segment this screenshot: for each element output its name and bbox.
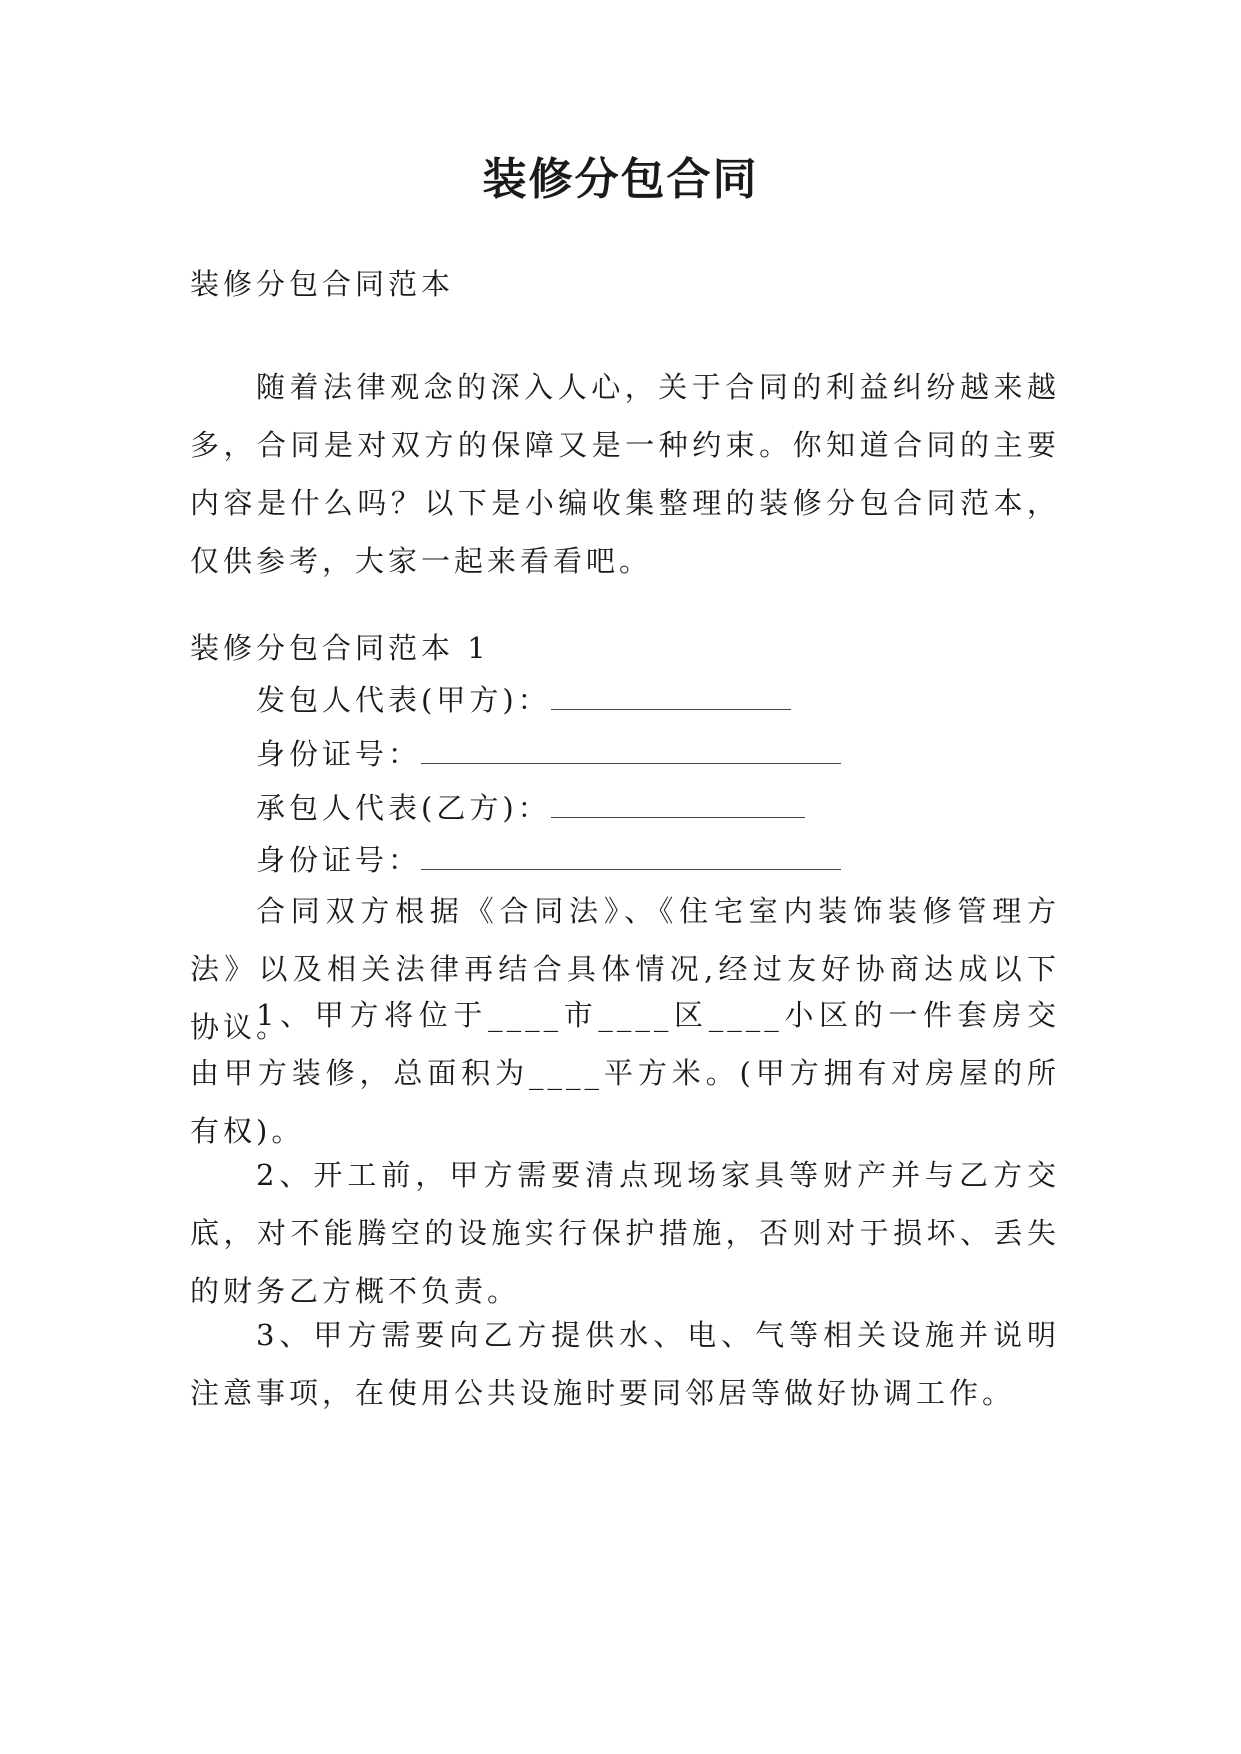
party-a-field[interactable] (256, 680, 791, 720)
party-a-id-field[interactable] (256, 734, 841, 774)
party-a-id-label: 身份证号： (256, 737, 422, 771)
party-b-label: 承包人代表(乙方)： (256, 791, 551, 825)
party-a-label: 发包人代表(甲方)： (256, 683, 551, 717)
party-b-id-field[interactable] (256, 840, 841, 880)
clause-1: 1、甲方将位于____市____区____小区的一件套房交由甲方装修，总面积为____平方米。(甲方拥有对房屋的所有权)。 (190, 998, 1060, 1148)
clause-3: 3、甲方需要向乙方提供水、电、气等相关设施并说明注意事项，在使用公共设施时要同邻居等做好协调工作。 (190, 1318, 1060, 1410)
party-b-id-blank[interactable] (421, 841, 841, 870)
party-b-id-label: 身份证号： (256, 843, 422, 877)
intro-paragraph: 随着法律观念的深入人心，关于合同的利益纠纷越来越多，合同是对双方的保障又是一种约束。你知道合同的主要内容是什么吗？以下是小编收集整理的装修分包合同范本，仅供参考，大家一起来看看吧。 (190, 370, 1060, 578)
party-a-blank[interactable] (551, 681, 791, 710)
document-title: 装修分包合同 (482, 154, 759, 205)
section-heading: 装修分包合同范本 1 (190, 631, 490, 665)
party-a-id-blank[interactable] (421, 735, 841, 764)
clause-2: 2、开工前，甲方需要清点现场家具等财产并与乙方交底，对不能腾空的设施实行保护措施，否则对于损坏、丢失的财务乙方概不负责。 (190, 1158, 1060, 1308)
party-b-field[interactable] (256, 788, 805, 828)
document-subtitle: 装修分包合同范本 (190, 267, 455, 301)
party-b-blank[interactable] (551, 789, 805, 818)
clause-preamble: 合同双方根据《合同法》、《住宅室内装饰装修管理方法》以及相关法律再结合具体情况,经过友好协商达成以下协议。 (190, 894, 1060, 1044)
